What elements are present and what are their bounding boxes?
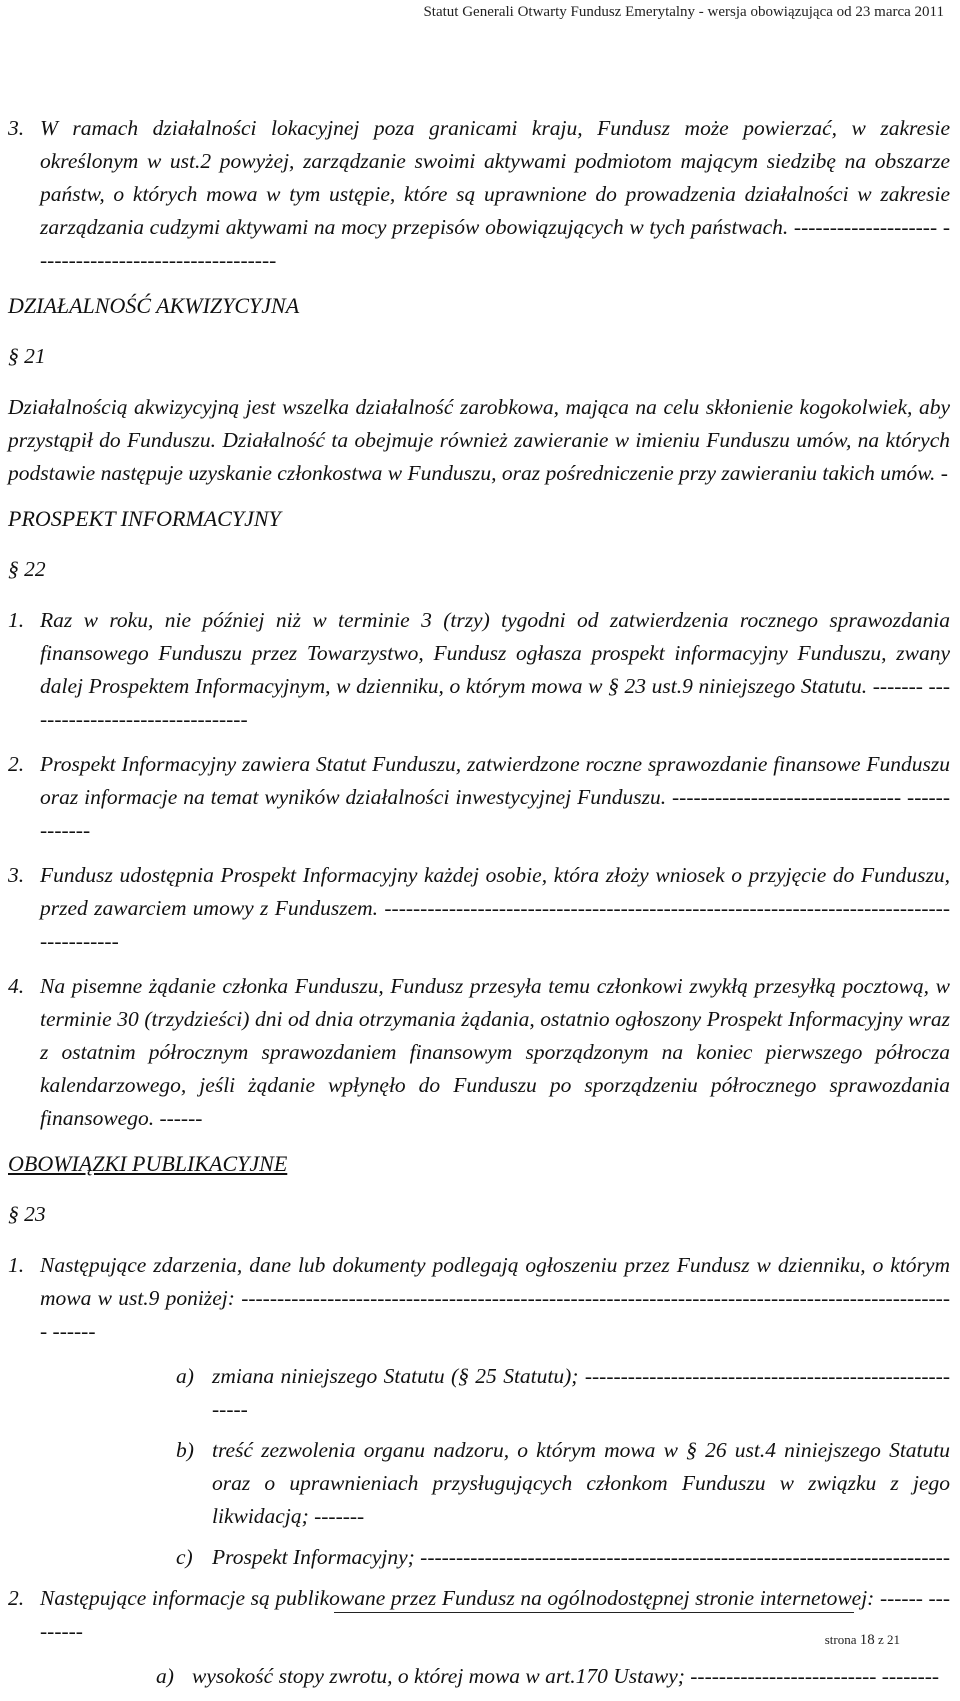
item-text: Prospekt Informacyjny zawiera Statut Funduszu, zatwierdzone roczne sprawozdanie finansowe Funduszu oraz informacje na temat wyników działalności inwestycyjnej Funduszu. -------------------------------- ------------- [40, 752, 950, 842]
subitem-letter: a) [176, 1364, 194, 1388]
paragraph-number: 3. [8, 116, 25, 140]
subitem-letter: b) [176, 1438, 194, 1462]
section-23-label: § 23 [8, 1202, 46, 1226]
subitem-text: zmiana niniejszego Statutu (§ 25 Statutu); -------------------------------------------------------- [212, 1364, 950, 1421]
subitem-text: wysokość stopy zwrotu, o której mowa w art.170 Ustawy; -------------------------- -------- [192, 1664, 940, 1688]
item-text: Na pisemne żądanie członka Funduszu, Fundusz przesyła temu członkowi zwykłą przesyłką pocztową, w terminie 30 (trzydzieści) dni od dnia otrzymania żądania, ostatnio ogłoszony Prospekt Informacyjny wraz z ostatnim półrocznym sprawozdaniem finansowym sporządzonym na koniec pierwszego półrocza kalendarzowego, jeśli żądanie wpłynęło do Funduszu po sporządzeniu półrocznego sprawozdania finansowego. ------ [40, 974, 950, 1130]
section-21-label: § 21 [8, 344, 46, 368]
item-number: 2. [8, 752, 25, 776]
section-23-item-1-a [176, 1360, 950, 1426]
paragraph-text: W ramach działalności lokacyjnej poza granicami kraju, Fundusz może powierzać, w zakresie określonym w ust.2 powyżej, zarządzanie swoimi aktywami podmiotom mającym siedzibę na obszarze państw, o których mowa w tym ustępie, które są uprawnione do prowadzenia działalności w zakresie zarządzania cudzymi aktywami na mocy przepisów obowiązujących w tych państwach. -------------------- ---------------------------------- [40, 116, 950, 272]
section-23-item-1-c [176, 1541, 950, 1574]
running-header: Statut Generali Otwarty Fundusz Emerytalny - wersja obowiązująca od 23 marca 2011 [423, 4, 944, 20]
item-text: Następujące zdarzenia, dane lub dokumenty podlegają ogłoszeniu przez Fundusz w dzienniku, o którym mowa w ust.9 poniżej: ---------------------------------------------------------------------------------------------------- ------ [40, 1253, 950, 1343]
item-text: Następujące informacje są publikowane przez Fundusz na ogólnodostępnej stronie internetowej: ------ --------- [40, 1586, 950, 1643]
section-22-item-4 [8, 970, 950, 1135]
section-23-item-2 [8, 1582, 950, 1648]
subitem-letter: a) [156, 1664, 174, 1688]
page-footer [825, 1632, 900, 1649]
heading-akwizycja: DZIAŁALNOŚĆ AKWIZYCYJNA [8, 293, 300, 318]
section-22-item-2 [8, 748, 950, 847]
item-number: 3. [8, 863, 25, 887]
heading-obowiazki: OBOWIĄZKI PUBLIKACYJNE [8, 1151, 288, 1176]
paragraph-3 [8, 112, 950, 277]
item-text: Fundusz udostępnia Prospekt Informacyjny każdej osobie, która złoży wniosek o przyjęcie do Funduszu, przed zawarciem umowy z Funduszem. ------------------------------------------------------------------------------- ----------- [40, 863, 950, 953]
section-23-item-2-a [156, 1660, 950, 1693]
item-number: 1. [8, 1253, 25, 1277]
section-23-item-1 [8, 1249, 950, 1348]
footer-label: strona [824, 1632, 857, 1647]
section-22-label: § 22 [8, 557, 46, 581]
section-22-item-3 [8, 859, 950, 958]
section-23-item-1-b [176, 1434, 950, 1533]
subitem-text: treść zezwolenia organu nadzoru, o którym mowa w § 26 ust.4 niniejszego Statutu oraz o uprawnieniach przysługujących członkom Funduszu w związku z jego likwidacją; ------- [212, 1438, 950, 1528]
section-22-item-1 [8, 604, 950, 736]
heading-prospekt: PROSPEKT INFORMACYJNY [8, 506, 281, 531]
item-text: Raz w roku, nie później niż w terminie 3 (trzy) tygodni od zatwierdzenia rocznego sprawozdania finansowego Funduszu przez Towarzystwo, Fundusz ogłasza prospekt informacyjny Funduszu, zwany dalej Prospektem Informacyjnym, w dzienniku, o którym mowa w § 23 ust.9 niniejszego Statutu. ------- -------------------------------- [40, 608, 950, 731]
footer-page-number: 18 [859, 1632, 875, 1648]
section-21-text: Działalnością akwizycyjną jest wszelka działalność zarobkowa, mająca na celu skłonienie kogokolwiek, aby przystąpił do Funduszu. Działalność ta obejmuje również zawieranie w imieniu Funduszu umów, na których podstawie następuje uzyskanie członkostwa w Funduszu, oraz pośredniczenie przy zawieraniu takich umów. - [8, 395, 950, 485]
item-number: 4. [8, 974, 25, 998]
item-number: 1. [8, 608, 25, 632]
subitem-letter: c) [176, 1545, 193, 1569]
footer-rule [334, 1612, 854, 1613]
subitem-text: Prospekt Informacyjny; -------------------------------------------------------------------------- [212, 1545, 950, 1569]
item-number: 2. [8, 1586, 25, 1610]
footer-total: z 21 [877, 1632, 900, 1647]
page-content [8, 112, 950, 1701]
